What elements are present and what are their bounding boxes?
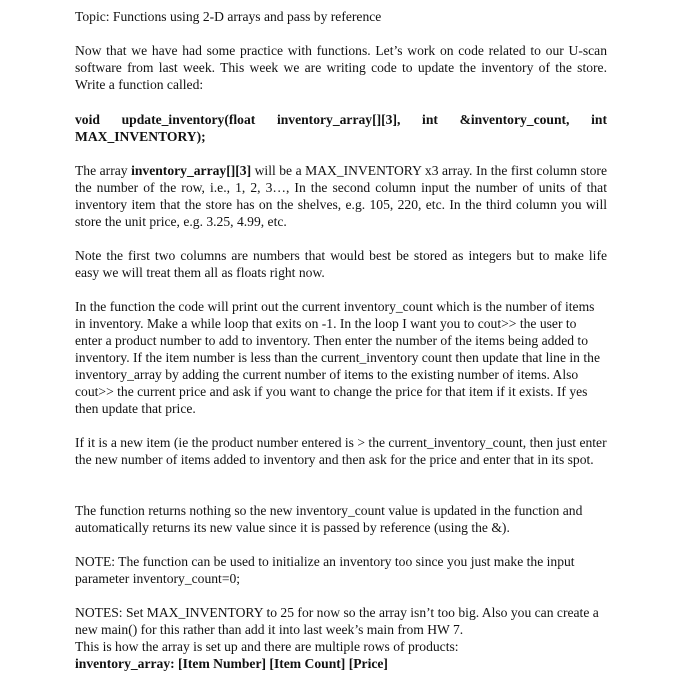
initialize-note-paragraph: NOTE: The function can be used to initialize an inventory too since you just make the input parameter inventory_count=0; <box>75 554 575 586</box>
topic-heading: Topic: Functions using 2-D arrays and pass by reference <box>75 9 382 24</box>
notes-line-array-layout: inventory_array: [Item Number] [Item Count] [Price] <box>75 656 388 671</box>
array-name-bold: inventory_array[][3] <box>131 163 252 178</box>
array-description-paragraph <box>75 162 607 230</box>
new-item-paragraph: If it is a new item (ie the product number entered is > the current_inventory_count, then just enter the new number of items added to inventory and then ask for the price and enter that in its spot. <box>75 435 607 467</box>
function-signature: void update_inventory(float inventory_array[][3], int &inventory_count, int MAX_INVENTORY); <box>75 112 607 144</box>
intro-paragraph: Now that we have had some practice with functions. Let’s work on code related to our U-scan software from last week. This week we are writing code to update the inventory of the store. Write a function called: <box>75 43 607 92</box>
notes-line-max-inventory: NOTES: Set MAX_INVENTORY to 25 for now so the array isn’t too big. Also you can create a new main() for this rather than add it into last week’s main from HW 7. <box>75 605 599 637</box>
return-paragraph: The function returns nothing so the new inventory_count value is updated in the function and automatically returns its new value since it is passed by reference (using the &). <box>75 503 583 535</box>
array-description-lead: The array <box>75 163 132 178</box>
array-description-text: will be a MAX_INVENTORY x3 array. In the first column store the number of the row, i.e., 1, 2, 3…, In the second column input the number of units of that inventory item that the store has on the shelves, e.g. 105, 220, etc. In the third column you will store the unit price, e.g. 3.25, 4.99, etc. <box>75 163 607 229</box>
notes-block <box>75 604 607 672</box>
notes-line-array-setup: This is how the array is set up and there are multiple rows of products: <box>75 639 459 654</box>
function-behavior-paragraph: In the function the code will print out the current inventory_count which is the number of items in inventory. Make a while loop that exits on -1. In the loop I want you to cout>> the user to enter a product number to add to inventory. Then enter the number of the items being added to inventory. If the item number is less than the current_inventory count then update that line in the inventory_array by adding the current number of items to the existing number of items. Also cout>> the current price and ask if you want to change the price for that item if it exists. If yes then update that price. <box>75 299 600 416</box>
floats-note-paragraph: Note the first two columns are numbers that would best be stored as integers but to make life easy we will treat them all as floats right now. <box>75 248 607 280</box>
